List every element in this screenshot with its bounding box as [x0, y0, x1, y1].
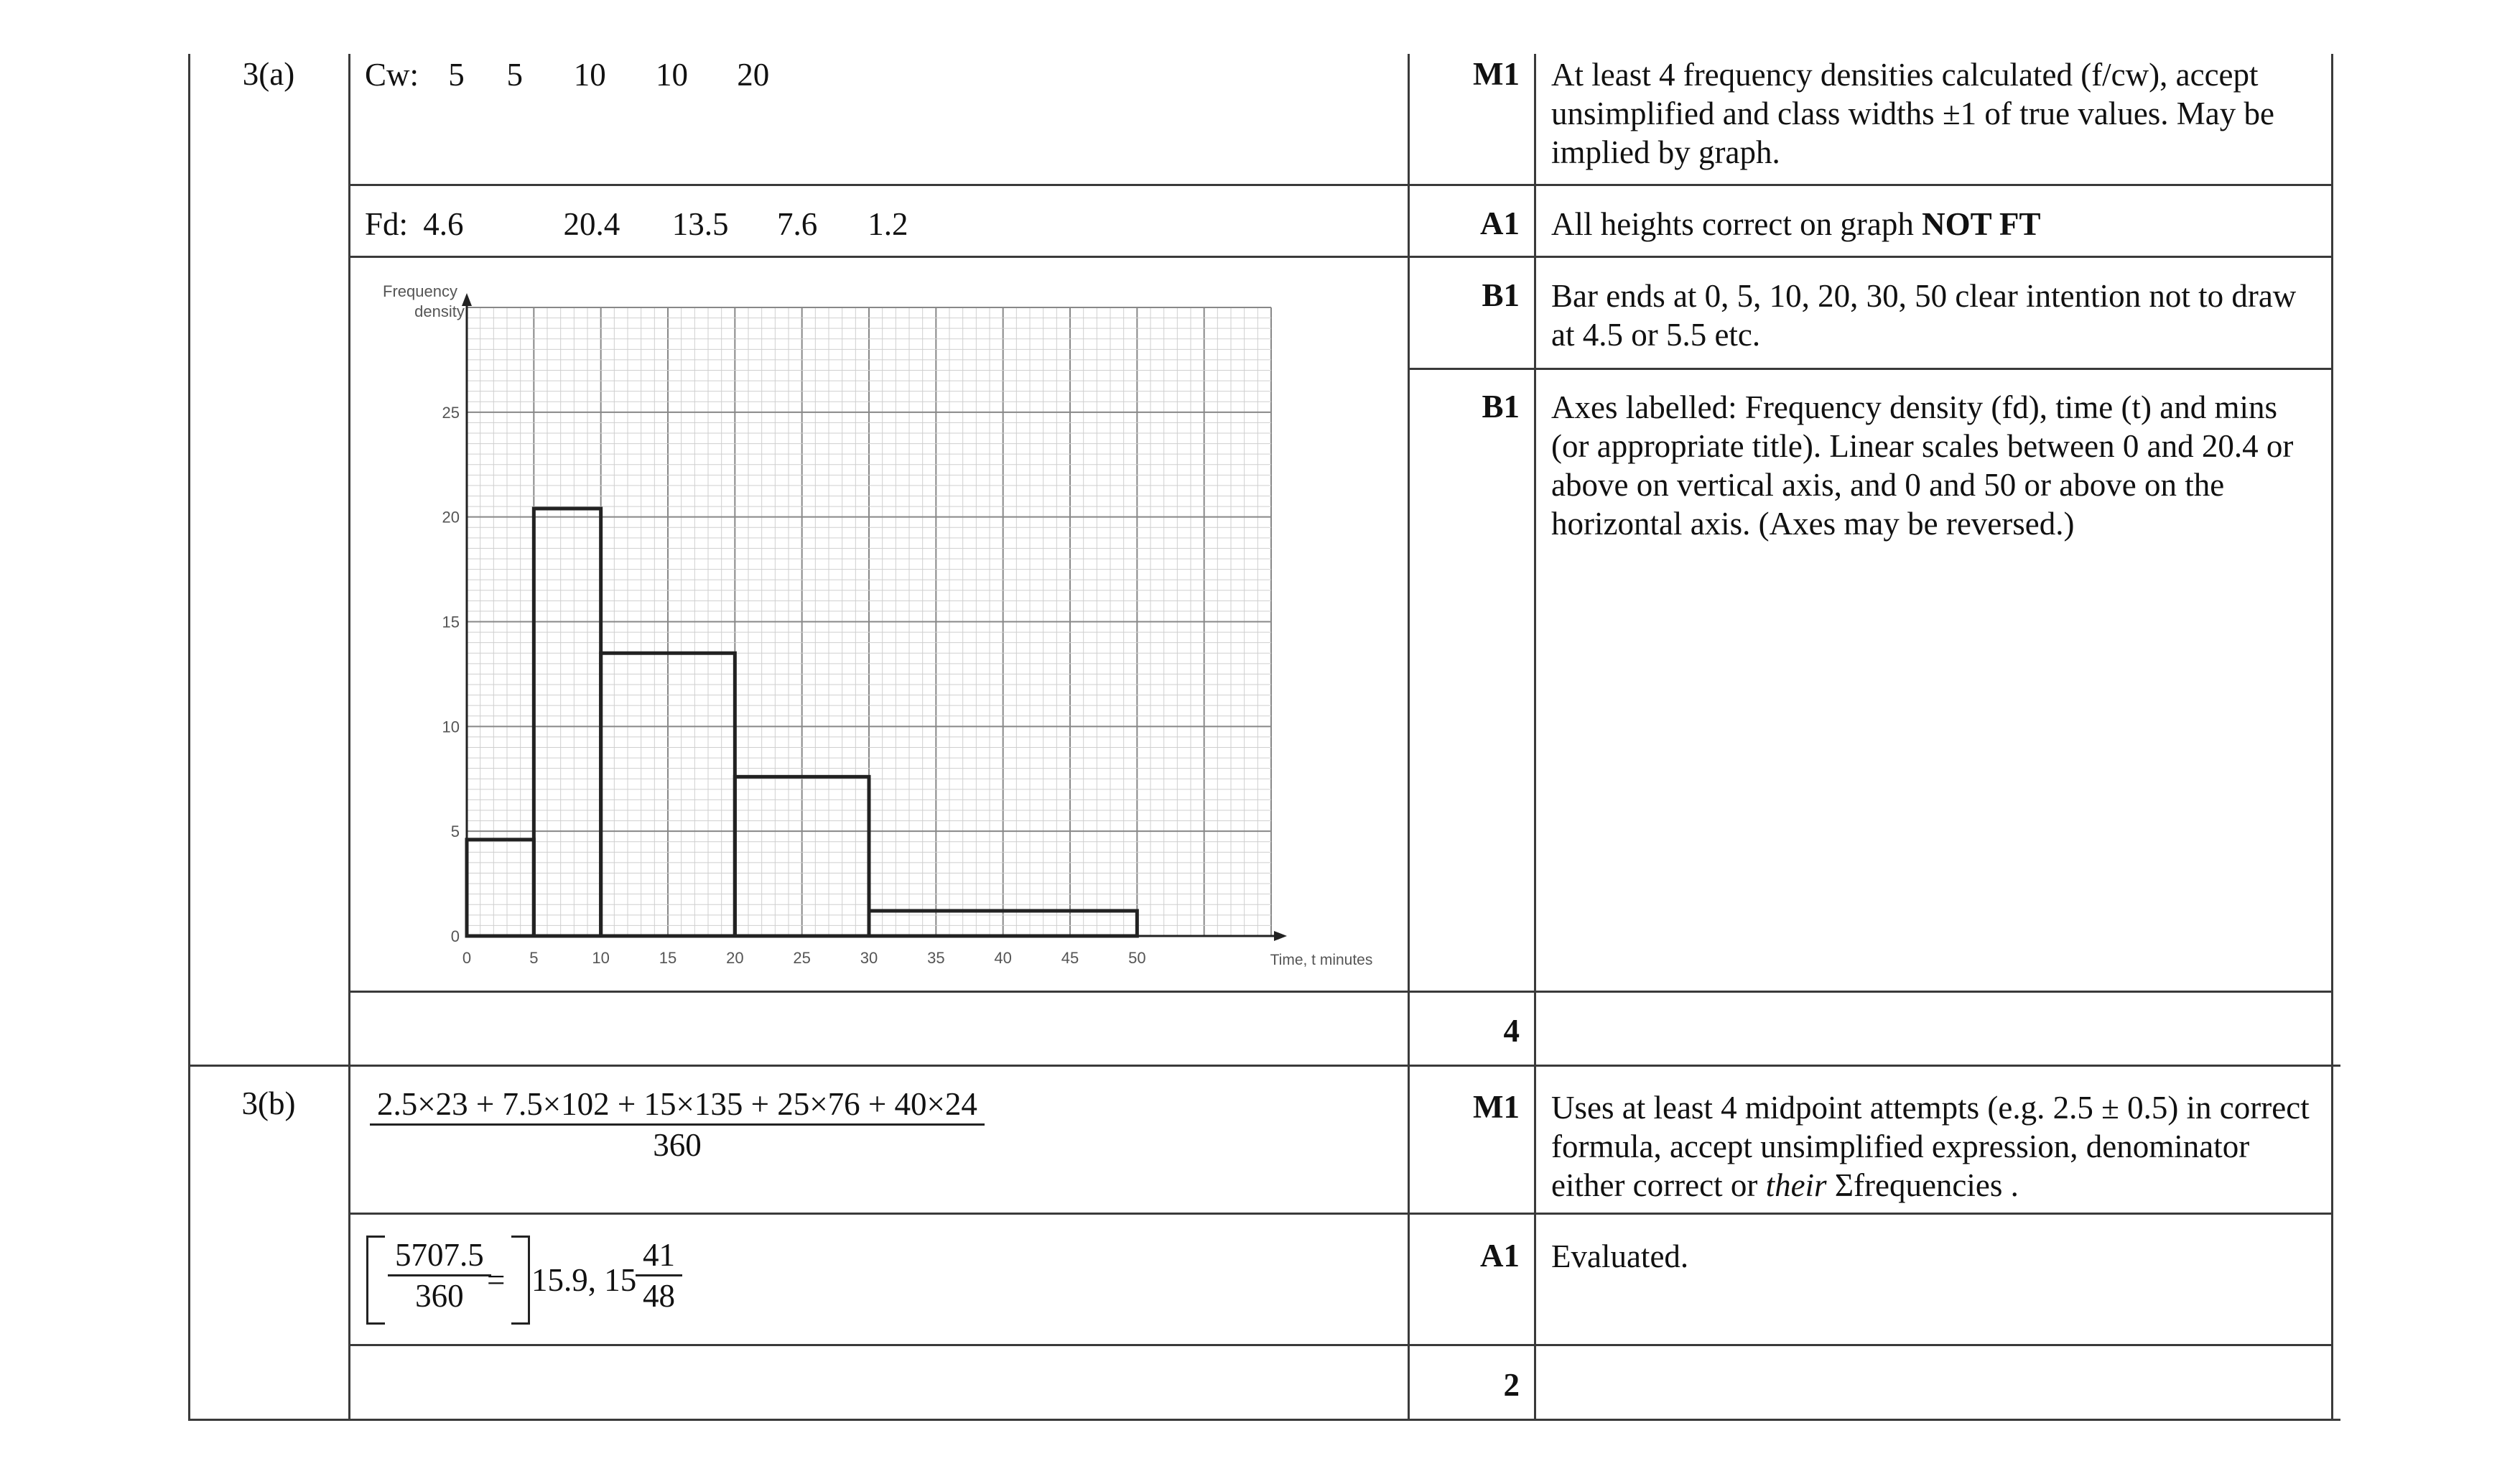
guidance-a1-bold: NOT FT — [1922, 206, 2041, 242]
x-tick-label: 45 — [1061, 949, 1079, 967]
mean-numerator: 2.5×23 + 7.5×102 + 15×135 + 25×76 + 40×24 — [370, 1085, 985, 1126]
x-tick-label: 5 — [529, 949, 539, 967]
x-tick-label: 0 — [462, 949, 472, 967]
x-tick-label: 25 — [793, 949, 811, 967]
mark-a1: A1 — [1480, 205, 1520, 241]
fd-value: 4.6 — [423, 206, 464, 242]
histogram-chart — [359, 277, 1393, 984]
guidance-m1-italic: their — [1765, 1167, 1827, 1203]
y-tick-label: 20 — [442, 508, 460, 527]
x-tick-label: 35 — [927, 949, 945, 967]
x-tick-label: 20 — [726, 949, 744, 967]
row-divider — [188, 1065, 2340, 1067]
row-divider — [348, 991, 2332, 993]
fd-value: 13.5 — [671, 206, 729, 242]
table-left-border — [188, 54, 190, 1421]
histogram-figure — [359, 277, 1393, 984]
mean-formula — [370, 1085, 1390, 1164]
x-axis-label: Time, t minutes — [1270, 952, 1373, 968]
row-divider — [1408, 368, 2332, 370]
table-bottom-border — [188, 1419, 2340, 1421]
y-tick-label: 25 — [442, 403, 460, 422]
cw-value: 10 — [573, 57, 606, 93]
question-label-3a: 3(a) — [242, 56, 295, 92]
mark-b1: B1 — [1482, 277, 1520, 313]
table-right-border — [2331, 54, 2333, 1421]
row-divider — [348, 1344, 2332, 1346]
mean-result — [366, 1236, 1386, 1329]
guidance-a1 — [1551, 205, 2320, 244]
mixed-fraction-inner — [636, 1236, 682, 1315]
row-divider — [348, 256, 2332, 258]
guidance-b1-axes: Axes labelled: Frequency density (fd), time (t) and mins (or appropriate title). Linear scales between 0 and 20.4 or above on vertical axis, and 0 and 50 or above on the horizontal axis. (Axes may be reversed.) — [1551, 389, 2294, 542]
result-value: 15.9, 15 — [531, 1262, 637, 1298]
mark-a1: A1 — [1480, 1238, 1520, 1274]
y-axis-label-line2: density — [414, 302, 465, 320]
close-bracket — [511, 1236, 530, 1325]
row-divider — [348, 1213, 2332, 1215]
x-tick-label: 15 — [659, 949, 677, 967]
mixed-denominator: 48 — [643, 1278, 675, 1314]
result-numerator: 5707.5 — [388, 1236, 491, 1276]
fd-value: 7.6 — [777, 206, 818, 242]
open-bracket — [366, 1236, 385, 1325]
x-tick-label: 30 — [860, 949, 878, 967]
histogram-bar — [534, 509, 600, 936]
mark-b1: B1 — [1482, 389, 1520, 425]
total-marks-3a: 4 — [1503, 1013, 1520, 1049]
x-tick-label: 50 — [1128, 949, 1146, 967]
x-axis-arrow — [1274, 931, 1287, 941]
class-widths-row — [365, 55, 1385, 94]
cw-value: 10 — [656, 57, 688, 93]
y-axis-label: Frequency — [383, 282, 457, 300]
result-fraction-inner — [388, 1236, 491, 1315]
guidance-m1-text-end: Σfrequencies . — [1834, 1167, 2019, 1203]
guidance-a1-text: All heights correct on graph — [1551, 206, 1914, 242]
result-mixed-fraction — [636, 1236, 682, 1315]
frequency-densities-row — [365, 205, 1385, 244]
cw-label: Cw: — [365, 57, 419, 93]
y-tick-label: 5 — [450, 822, 460, 841]
x-tick-label: 10 — [592, 949, 610, 967]
mixed-numerator: 41 — [636, 1236, 682, 1276]
cw-value: 5 — [506, 57, 523, 93]
column-divider — [348, 54, 350, 1421]
total-marks-3b: 2 — [1503, 1367, 1520, 1403]
histogram-bar — [467, 840, 534, 936]
column-divider — [1534, 54, 1536, 1421]
y-tick-label: 10 — [442, 718, 460, 736]
guidance-m1: At least 4 frequency densities calculated (f/cw), accept unsimplified and class widths ±1 of true values. May be implied by graph. — [1551, 57, 2275, 170]
mean-fraction — [370, 1085, 985, 1164]
guidance-a1: Evaluated. — [1551, 1238, 1689, 1274]
cw-value: 20 — [737, 57, 770, 93]
x-tick-label: 40 — [994, 949, 1012, 967]
result-denominator: 360 — [415, 1278, 464, 1314]
mark-m1: M1 — [1473, 1089, 1520, 1125]
column-divider — [1408, 54, 1410, 1421]
y-tick-label: 15 — [442, 613, 460, 631]
fd-value: 1.2 — [868, 206, 908, 242]
row-divider — [348, 184, 2332, 186]
result-fraction — [388, 1236, 491, 1315]
mark-m1: M1 — [1473, 56, 1520, 92]
guidance-m1-text: Uses at least 4 midpoint attempts (e.g. 2.5 ± 0.5) in correct formula, accept unsimplified expression, denominator either correct or — [1551, 1090, 2310, 1203]
guidance-b1: Bar ends at 0, 5, 10, 20, 30, 50 clear intention not to draw at 4.5 or 5.5 etc. — [1551, 278, 2297, 353]
question-label-3b: 3(b) — [241, 1085, 296, 1121]
equals-sign: = — [487, 1262, 506, 1298]
y-tick-label: 0 — [450, 927, 460, 945]
fd-value: 20.4 — [563, 206, 620, 242]
fd-label: Fd: — [365, 206, 409, 242]
mean-denominator: 360 — [653, 1127, 702, 1163]
guidance-m1 — [1551, 1088, 2323, 1205]
cw-value: 5 — [448, 57, 465, 93]
